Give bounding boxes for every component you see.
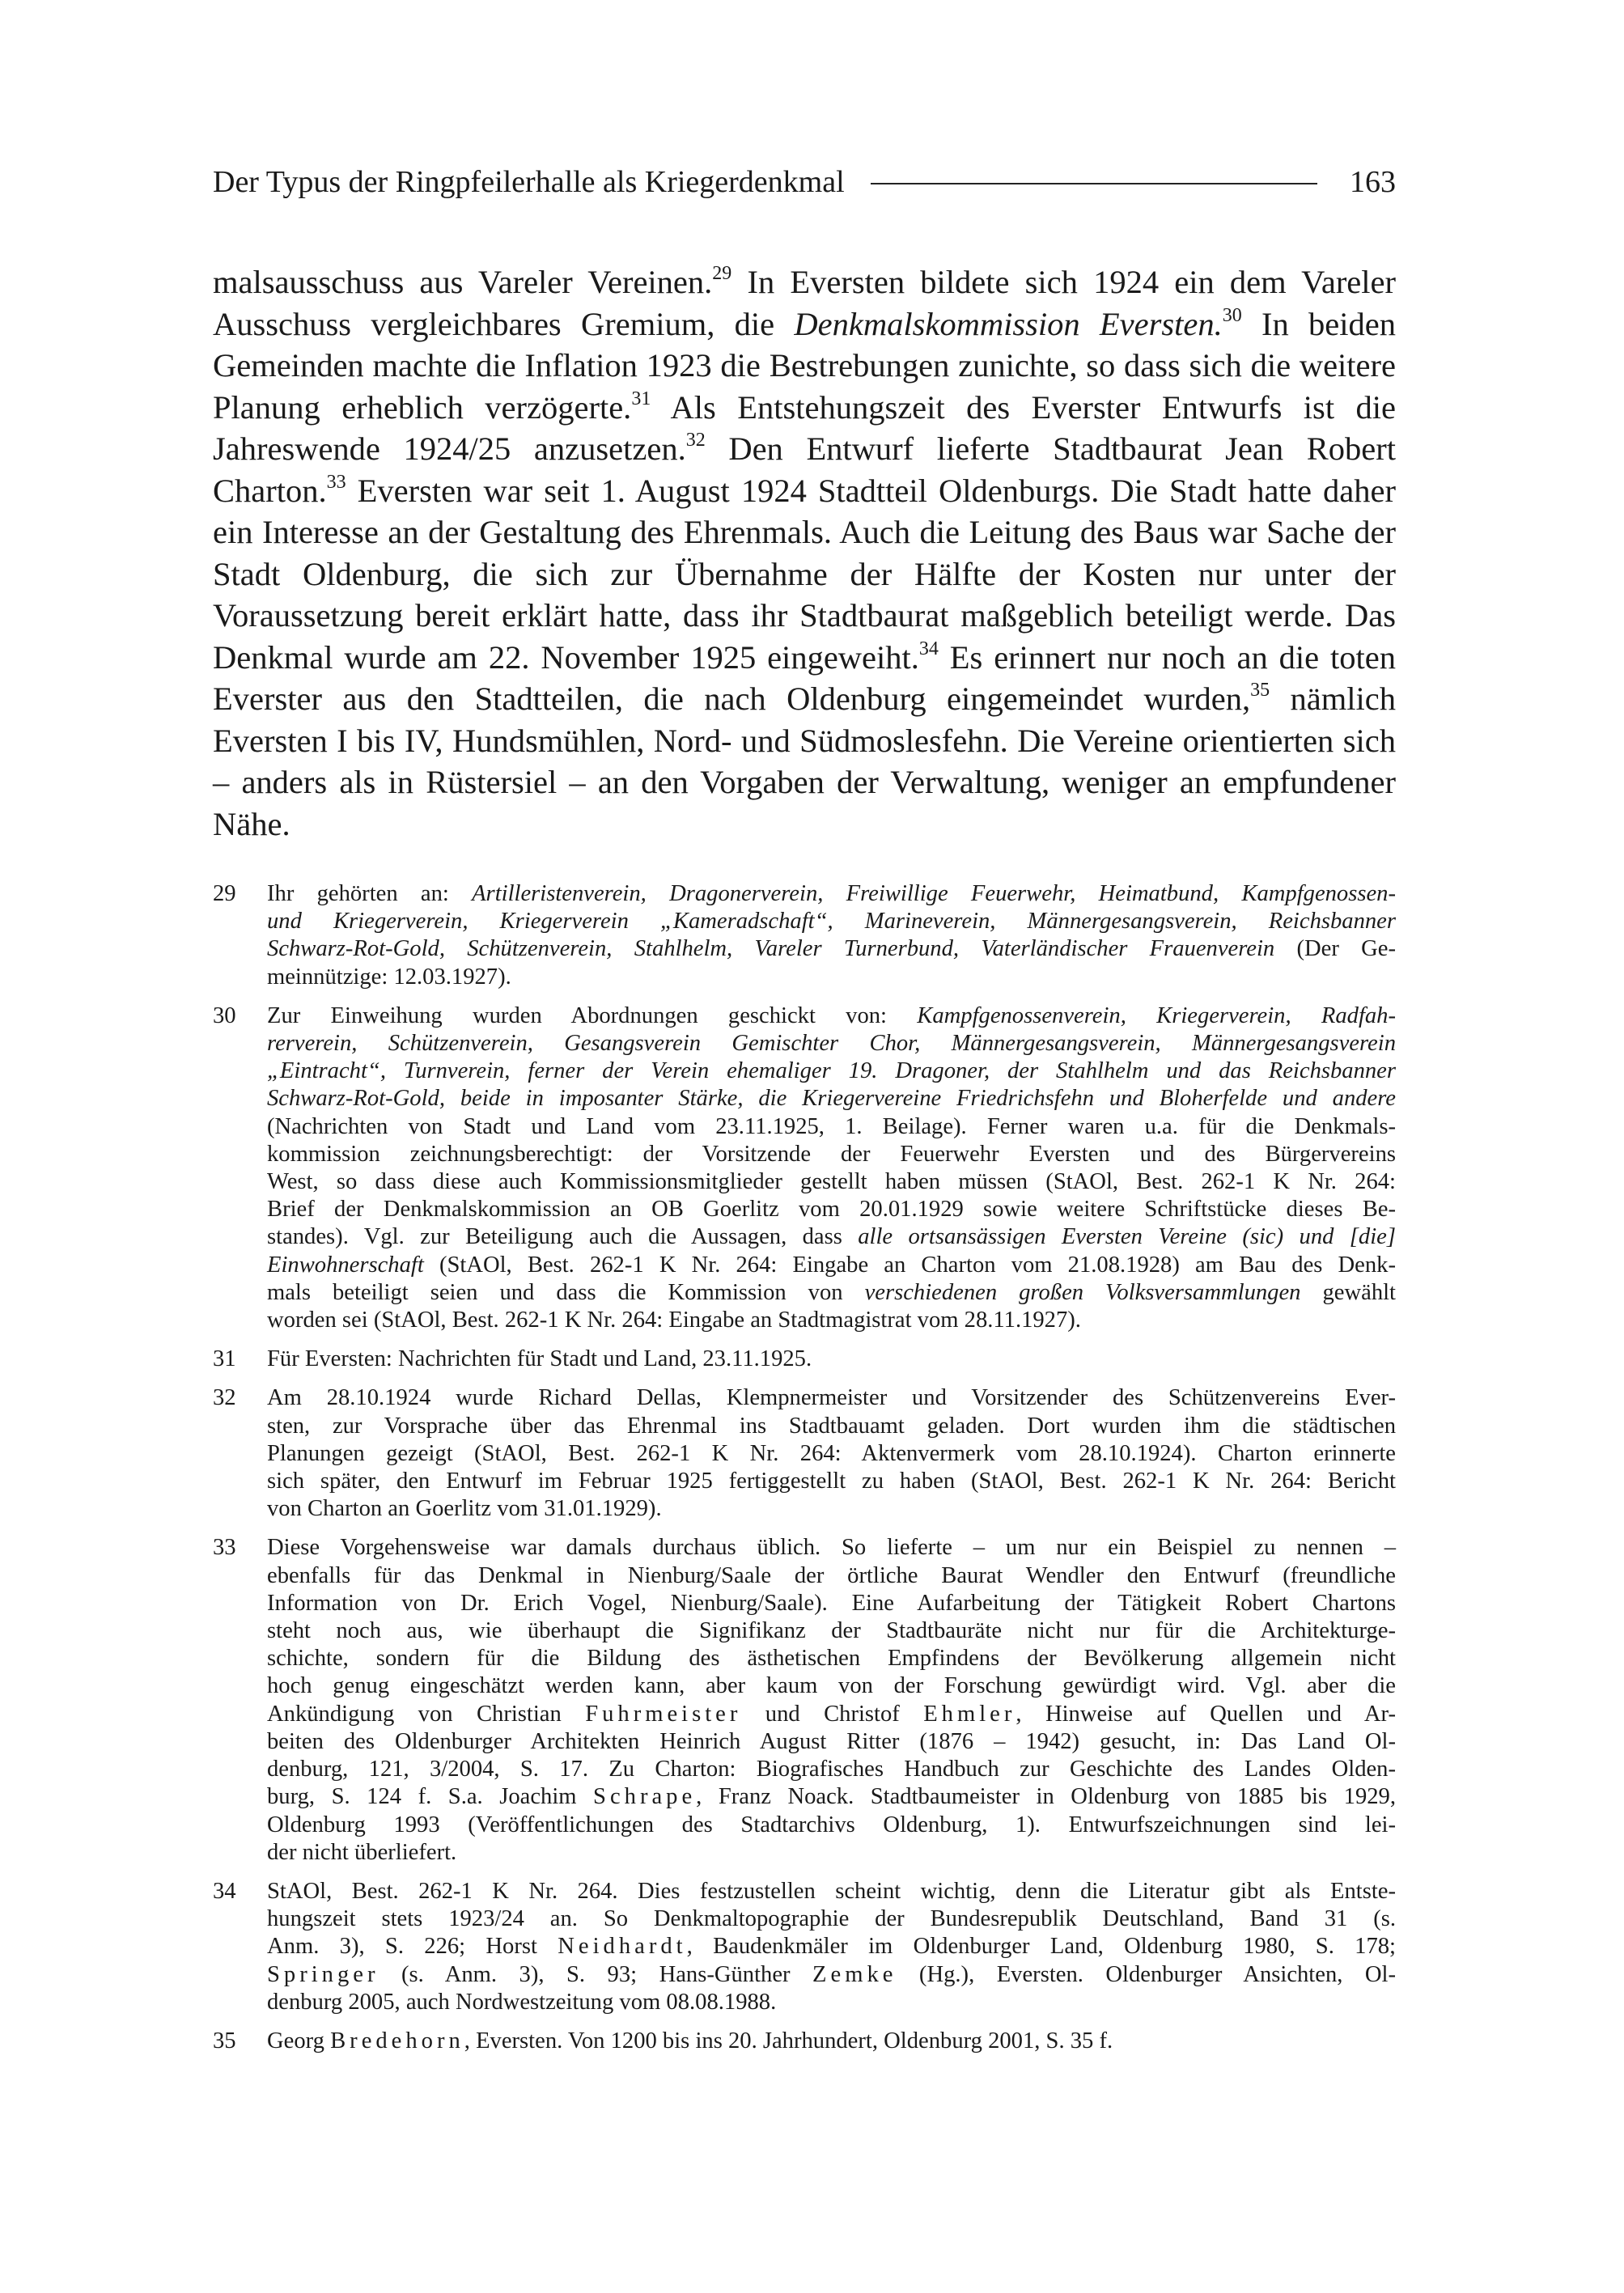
footnote-run: , Franz Noack. Stadtbaumeister in Oldenburg von 1885 bis 1929, bbox=[696, 1784, 1396, 1810]
footnote-line bbox=[267, 1085, 1396, 1113]
footnote-line bbox=[267, 1495, 1396, 1523]
footnote-line bbox=[267, 935, 1396, 963]
body-text-segment: In Eversten bildete sich 1924 ein dem Vareler Ausschuss vergleichbares Gremium, die bbox=[213, 264, 1396, 342]
footnote-text bbox=[267, 1002, 1396, 1334]
footnote-italic-run: Artilleristenverein, Dragonerverein, Freiwillige Feuerwehr, Heimatbund, Kampfgenossen- bbox=[472, 881, 1396, 906]
footnote-run: StAOl, Best. 262-1 K Nr. 264. Dies festzustellen scheint wichtig, denn die Literatur gibt als Entste- bbox=[267, 1878, 1396, 1904]
footnote-run: hungszeit stets 1923/24 an. So Denkmaltopographie der Bundesrepublik Deutschland, Band 31 (s. bbox=[267, 1906, 1396, 1932]
footnote-line bbox=[267, 1252, 1396, 1279]
footnote-author-name: Fuhrmeister bbox=[585, 1701, 742, 1727]
footnote-run: beiten des Oldenburger Architekten Heinrich August Ritter (1876 – 1942) gesucht, in: Das Land Ol- bbox=[267, 1728, 1396, 1754]
footnote-run: burg, S. 124 f. S.a. Joachim bbox=[267, 1784, 594, 1810]
body-text-segment: nämlich Eversten I bis IV, Hundsmühlen, Nord- und Südmoslesfehn. Die Vereine orientierten sich – anders als in Rüstersiel – an den Vorgaben der Verwaltung, weniger an empfundener Nähe. bbox=[213, 680, 1396, 842]
footnote-line bbox=[267, 964, 1396, 991]
footnote-run: Information von Dr. Erich Vogel, Nienburg/Saale). Eine Aufarbeitung der Tätigkeit Robert Chartons bbox=[267, 1590, 1396, 1616]
footnote-line bbox=[267, 1989, 1396, 2016]
body-text-segment: Eversten war seit 1. August 1924 Stadtteil Oldenburgs. Die Stadt hatte daher ein Interesse an der Gestaltung des Ehrenmals. Auch die Leitung des Baus war Sache der Stadt Oldenburg, die sich zur Übernahme der Hälfte der Kosten nur unter der Voraussetzung bereit erklärt hatte, dass ihr Stadtbaurat maßgeblich beteiligt werde. Das Denkmal wurde am 22. November 1925 eingeweiht. bbox=[213, 472, 1396, 676]
footnote-author-name: Ehmler bbox=[923, 1701, 1016, 1727]
footnote-run: , Baudenkmäler im Oldenburger Land, Oldenburg 1980, S. 178; bbox=[686, 1934, 1396, 1960]
footnote-line bbox=[267, 1468, 1396, 1495]
footnote bbox=[213, 1346, 1396, 1373]
footnote bbox=[213, 2028, 1396, 2055]
footnote-line bbox=[267, 1562, 1396, 1590]
body-text-segment: In beiden Gemeinden machte die Inflation 1923 die Bestrebungen zunichte, so dass sich die weitere Planung erheblich verzögerte. bbox=[213, 305, 1396, 426]
footnote-line bbox=[267, 1756, 1396, 1783]
body-text-segment: Es erinnert nur noch an die toten Everster aus den Stadtteilen, die nach Oldenburg eingemeindet wurden, bbox=[213, 638, 1397, 717]
footnote-run: Ankündigung von Christian bbox=[267, 1701, 586, 1727]
footnote-text bbox=[267, 1878, 1396, 2016]
footnote-run: , Eversten. Von 1200 bis ins 20. Jahrhundert, Oldenburg 2001, S. 35 f. bbox=[464, 2028, 1113, 2054]
footnote bbox=[213, 1534, 1396, 1866]
footnote-line bbox=[267, 1812, 1396, 1839]
footnote-run: (Der Ge- bbox=[1274, 936, 1396, 962]
footnote-line bbox=[267, 880, 1396, 908]
footnote-italic-run: Einwohnerschaft bbox=[267, 1252, 424, 1278]
running-title: Der Typus der Ringpfeilerhalle als Kriegerdenkmal bbox=[213, 165, 845, 199]
body-text-italic: Denkmalskommission Eversten. bbox=[794, 305, 1223, 342]
footnote-line bbox=[267, 1141, 1396, 1168]
footnote-italic-run: und Kriegerverein, Kriegerverein „Kameradschaft“, Marineverein, Männergesangsverein, Reichsbanner bbox=[267, 909, 1396, 935]
footnote-number: 29 bbox=[213, 881, 236, 906]
page-number: 163 bbox=[1350, 165, 1396, 199]
body-text-segment: Als Entstehungszeit des Everster Entwurfs ist die Jahreswende 1924/25 anzusetzen. bbox=[213, 388, 1396, 467]
footnote-line bbox=[267, 1728, 1396, 1756]
footnote-ref[interactable]: 35 bbox=[1250, 680, 1270, 701]
footnote-run: Oldenburg 1993 (Veröffentlichungen des Stadtarchivs Oldenburg, 1). Entwurfszeichnungen sind lei- bbox=[267, 1812, 1396, 1837]
footnote-line bbox=[267, 1534, 1396, 1562]
footnote-line bbox=[267, 2028, 1396, 2055]
footnote-line bbox=[267, 1933, 1396, 1960]
body-text-segment: Den Entwurf lieferte Stadtbaurat Jean Robert Charton. bbox=[213, 430, 1396, 509]
footnote-number: 33 bbox=[213, 1535, 236, 1561]
footnote-line bbox=[267, 1307, 1396, 1334]
footnote-italic-run: Kampfgenossenverein, Kriegerverein, Radfah- bbox=[917, 1002, 1396, 1028]
footnote-run: denburg 2005, auch Nordwestzeitung vom 08.08.1988. bbox=[267, 1989, 777, 2015]
footnote-run: mals beteiligt seien und dass die Kommission von bbox=[267, 1279, 865, 1305]
footnotes-section bbox=[213, 880, 1396, 2066]
footnote-ref[interactable]: 33 bbox=[326, 471, 346, 493]
footnote-line bbox=[267, 1384, 1396, 1412]
footnote-line bbox=[267, 1839, 1396, 1867]
header-rule bbox=[871, 183, 1317, 184]
footnote-run: Brief der Denkmalskommission an OB Goerlitz vom 20.01.1929 sowie weitere Schriftstücke dieses Be- bbox=[267, 1197, 1396, 1223]
footnote-line bbox=[267, 1168, 1396, 1196]
footnote bbox=[213, 1384, 1396, 1523]
footnote-run: worden sei (StAOl, Best. 262-1 K Nr. 264: Eingabe an Stadtmagistrat vom 28.11.1927). bbox=[267, 1308, 1081, 1333]
footnote-author-name: Neidhardt bbox=[558, 1934, 687, 1960]
footnote-number: 32 bbox=[213, 1385, 236, 1411]
footnote-ref[interactable]: 31 bbox=[631, 388, 651, 409]
footnote-line bbox=[267, 1030, 1396, 1057]
footnote-run: sich später, den Entwurf im Februar 1925 fertiggestellt zu haben (StAOl, Best. 262-1 K Nr. 264: Bericht bbox=[267, 1469, 1396, 1494]
footnote-run: der nicht überliefert. bbox=[267, 1839, 457, 1865]
footnote-author-name: Schrape bbox=[593, 1784, 697, 1810]
footnote-run: Ihr gehörten an: bbox=[267, 881, 473, 906]
footnote-line bbox=[267, 1346, 1396, 1373]
footnote-italic-run: rerverein, Schützenverein, Gesangsverein Gemischter Chor, Männergesangsverein, Männergesangsverein bbox=[267, 1031, 1396, 1057]
footnote-line bbox=[267, 1905, 1396, 1933]
footnote-italic-run: „Eintracht“, Turnverein, ferner der Verein ehemaliger 19. Dragoner, der Stahlhelm und das Reichsbanner bbox=[267, 1058, 1396, 1084]
footnote-run: Georg bbox=[267, 2028, 331, 2054]
footnote-run: , Hinweise auf Quellen und Ar- bbox=[1016, 1701, 1396, 1727]
footnote-run: meinnützige: 12.03.1927). bbox=[267, 964, 511, 990]
footnote bbox=[213, 1878, 1396, 2016]
footnote-line bbox=[267, 1440, 1396, 1468]
footnote-run: Für Eversten: Nachrichten für Stadt und Land, 23.11.1925. bbox=[267, 1346, 812, 1372]
footnote-italic-run: Schwarz-Rot-Gold, Schützenverein, Stahlhelm, Vareler Turnerbund, Vaterländischer Frauenverein bbox=[267, 936, 1275, 962]
footnote-line bbox=[267, 1002, 1396, 1030]
footnote-run: sten, zur Vorsprache über das Ehrenmal ins Stadtbauamt geladen. Dort wurden ihm die städtischen bbox=[267, 1413, 1396, 1439]
footnote-text bbox=[267, 2028, 1396, 2055]
footnote-line bbox=[267, 1590, 1396, 1617]
footnote-run: West, so dass diese auch Kommissionsmitglieder gestellt haben müssen (StAOl, Best. 262-1 K Nr. 264: bbox=[267, 1169, 1396, 1195]
footnote-ref[interactable]: 30 bbox=[1222, 304, 1242, 326]
footnote-run: Planungen gezeigt (StAOl, Best. 262-1 K Nr. 264: Aktenvermerk vom 28.10.1924). Charton erinnerte bbox=[267, 1440, 1396, 1466]
footnote-run: (StAOl, Best. 262-1 K Nr. 264: Eingabe an Charton vom 21.08.1928) am Bau des Denk- bbox=[423, 1252, 1396, 1278]
footnote-italic-run: Schwarz-Rot-Gold, beide in imposanter Stärke, die Kriegervereine Friedrichsfehn und Bloherfelde und andere bbox=[267, 1086, 1396, 1112]
footnote-line bbox=[267, 1617, 1396, 1645]
footnote-run: hoch genug eingeschätzt werden kann, aber kaum von der Forschung gewürdigt wird. Vgl. aber die bbox=[267, 1673, 1396, 1699]
footnote-line bbox=[267, 1057, 1396, 1085]
body-paragraph bbox=[213, 261, 1396, 845]
running-head bbox=[213, 162, 1396, 202]
footnote-line bbox=[267, 1961, 1396, 1989]
footnote-text bbox=[267, 1346, 1396, 1373]
footnote-run: ebenfalls für das Denkmal in Nienburg/Saale der örtliche Baurat Wendler den Entwurf (freundliche bbox=[267, 1562, 1396, 1588]
footnote-author-name: Zemke bbox=[812, 1961, 897, 1987]
footnote-run: standes). Vgl. zur Beteiligung auch die Aussagen, dass bbox=[267, 1224, 859, 1250]
footnote-author-name: Springer bbox=[267, 1961, 379, 1987]
footnote-number: 31 bbox=[213, 1346, 236, 1372]
footnote-run: Diese Vorgehensweise war damals durchaus üblich. So lieferte – um nur ein Beispiel zu nennen – bbox=[267, 1535, 1396, 1561]
footnote-line bbox=[267, 1113, 1396, 1141]
footnote-line bbox=[267, 1223, 1396, 1251]
footnote-line bbox=[267, 1645, 1396, 1672]
footnote-number: 35 bbox=[213, 2028, 236, 2054]
footnote-run: und Christof bbox=[741, 1701, 924, 1727]
footnote-run: von Charton an Goerlitz vom 31.01.1929). bbox=[267, 1496, 662, 1522]
footnote-author-name: Bredehorn bbox=[330, 2028, 464, 2054]
footnote-run: kommission zeichnungsberechtigt: der Vorsitzende der Feuerwehr Eversten und des Bürgervereins bbox=[267, 1141, 1396, 1167]
footnote-line bbox=[267, 1196, 1396, 1223]
footnote bbox=[213, 880, 1396, 991]
footnote-line bbox=[267, 1783, 1396, 1811]
footnote-run: schichte, sondern für die Bildung des ästhetischen Empfindens der Bevölkerung allgemein nicht bbox=[267, 1646, 1396, 1672]
body-text-segment: malsausschuss aus Vareler Vereinen. bbox=[213, 264, 713, 300]
footnote bbox=[213, 1002, 1396, 1334]
footnote-line bbox=[267, 908, 1396, 935]
footnote-run: steht noch aus, wie überhaupt die Signifikanz der Stadtbauräte nicht nur für die Architekturge- bbox=[267, 1618, 1396, 1644]
footnote-ref[interactable]: 34 bbox=[918, 638, 939, 659]
footnote-line bbox=[267, 1279, 1396, 1307]
footnote-line bbox=[267, 1413, 1396, 1440]
footnote-run: Am 28.10.1924 wurde Richard Dellas, Klempnermeister und Vorsitzender des Schützenvereins Ever- bbox=[267, 1385, 1396, 1411]
footnote-italic-run: verschiedenen großen Volksversammlungen bbox=[864, 1279, 1301, 1305]
footnote-line bbox=[267, 1672, 1396, 1700]
footnote-number: 30 bbox=[213, 1002, 236, 1028]
footnote-ref[interactable]: 29 bbox=[712, 263, 732, 284]
footnote-line bbox=[267, 1701, 1396, 1728]
footnote-run: (s. Anm. 3), S. 93; Hans-Günther bbox=[379, 1961, 813, 1987]
footnote-ref[interactable]: 32 bbox=[685, 430, 706, 451]
footnote-line bbox=[267, 1878, 1396, 1905]
footnote-run: (Hg.), Eversten. Oldenburger Ansichten, Ol- bbox=[897, 1961, 1396, 1987]
footnote-run: Anm. 3), S. 226; Horst bbox=[267, 1934, 558, 1960]
footnote-run: (Nachrichten von Stadt und Land vom 23.11.1925, 1. Beilage). Ferner waren u.a. für die Denkmals- bbox=[267, 1113, 1396, 1139]
footnote-italic-run: alle ortsansässigen Eversten Vereine (sic) und [die] bbox=[858, 1224, 1396, 1250]
footnote-run: denburg, 121, 3/2004, S. 17. Zu Charton: Biografisches Handbuch zur Geschichte des Landes Olden- bbox=[267, 1757, 1396, 1782]
footnote-run: Zur Einweihung wurden Abordnungen geschickt von: bbox=[267, 1002, 918, 1028]
footnote-text bbox=[267, 1534, 1396, 1866]
footnote-text bbox=[267, 1384, 1396, 1523]
footnote-number: 34 bbox=[213, 1878, 236, 1904]
footnote-text bbox=[267, 880, 1396, 991]
footnote-run: gewählt bbox=[1300, 1279, 1396, 1305]
